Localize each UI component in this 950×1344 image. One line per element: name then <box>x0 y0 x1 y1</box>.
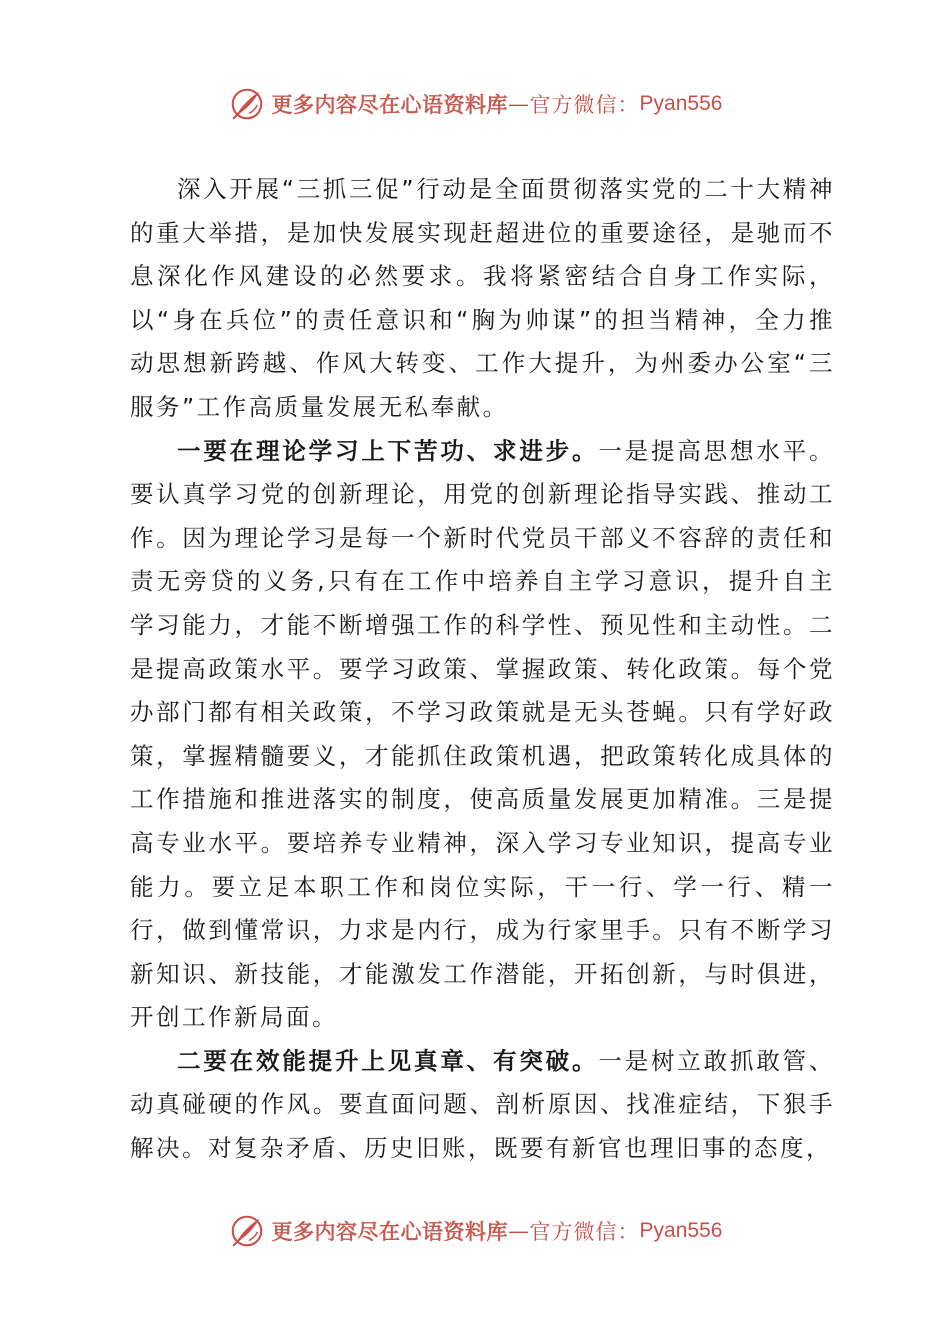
watermark-contact-label: 官方微信： <box>529 93 640 117</box>
paragraph-efficiency <box>130 1040 835 1171</box>
paragraph-text: 深入开展“三抓三促”行动是全面贯彻落实党的二十大精神的重大举措，是加快发展实现赶超进位的重要途径，是驰而不息深化作风建设的必然要求。我将紧密结合自身工作实际，以“身在兵位”的责任意识和“胸为帅谋”的担当精神，全力推动思想新跨越、作风大转变、工作大提升，为州委办公室“三服务”工作高质量发展无私奉献。 <box>130 175 835 421</box>
watermark-dash: — <box>508 1219 530 1243</box>
paragraph-text: 一是树立敢抓敢管、动真碰硬的作风。要直面问题、剖析原因、找准症结，下狠手解决。对复杂矛盾、历史旧账，既要有新官也理旧事的态度， <box>130 1046 836 1163</box>
footer-watermark <box>0 1211 950 1251</box>
watermark-main-text: 更多内容尽在心语资料库 <box>271 1219 509 1244</box>
paragraph-text: 一是提高思想水平。要认真学习党的创新理论，用党的创新理论指导实践、推动工作。因为理论学习是每一个新时代党员干部义不容辞的责任和责无旁贷的义务,只有在工作中培养自主学习意识，提升自主学习能力，才能不断增强工作的科学性、预见性和主动性。二是提高政策水平。要学习政策、掌握政策、转化政策。每个党办部门都有相关政策，不学习政策就是无头苍蝇。只有学好政策，掌握精髓要义，才能抓住政策机遇，把政策转化成具体的工作措施和推进落实的制度，使高质量发展更加精准。三是提高专业水平。要培养专业精神，深入学习专业知识，提高专业能力。要立足本职工作和岗位实际，干一行、学一行、精一行，做到懂常识，力求是内行，成为行家里手。只有不断学习新知识、新技能，才能激发工作潜能，开拓创新，与时俱进，开创工作新局面。 <box>130 436 836 1032</box>
paragraph-lead: 一要在理论学习上下苦功、求进步。 <box>177 436 599 465</box>
paragraph-theory-study <box>130 430 835 1040</box>
quill-logo-icon <box>228 85 266 123</box>
document-body <box>130 168 835 1171</box>
header-watermark <box>0 84 950 124</box>
paragraph-lead: 二要在效能提升上见真章、有突破。 <box>177 1046 599 1075</box>
quill-logo-icon <box>228 1212 266 1250</box>
watermark-main-text: 更多内容尽在心语资料库 <box>271 92 509 117</box>
watermark-contact-label: 官方微信： <box>529 1220 640 1244</box>
watermark-dash: — <box>508 92 530 116</box>
watermark-contact-account: Pyan556 <box>639 1219 723 1242</box>
watermark-contact-account: Pyan556 <box>639 92 723 115</box>
paragraph-intro <box>130 168 835 430</box>
